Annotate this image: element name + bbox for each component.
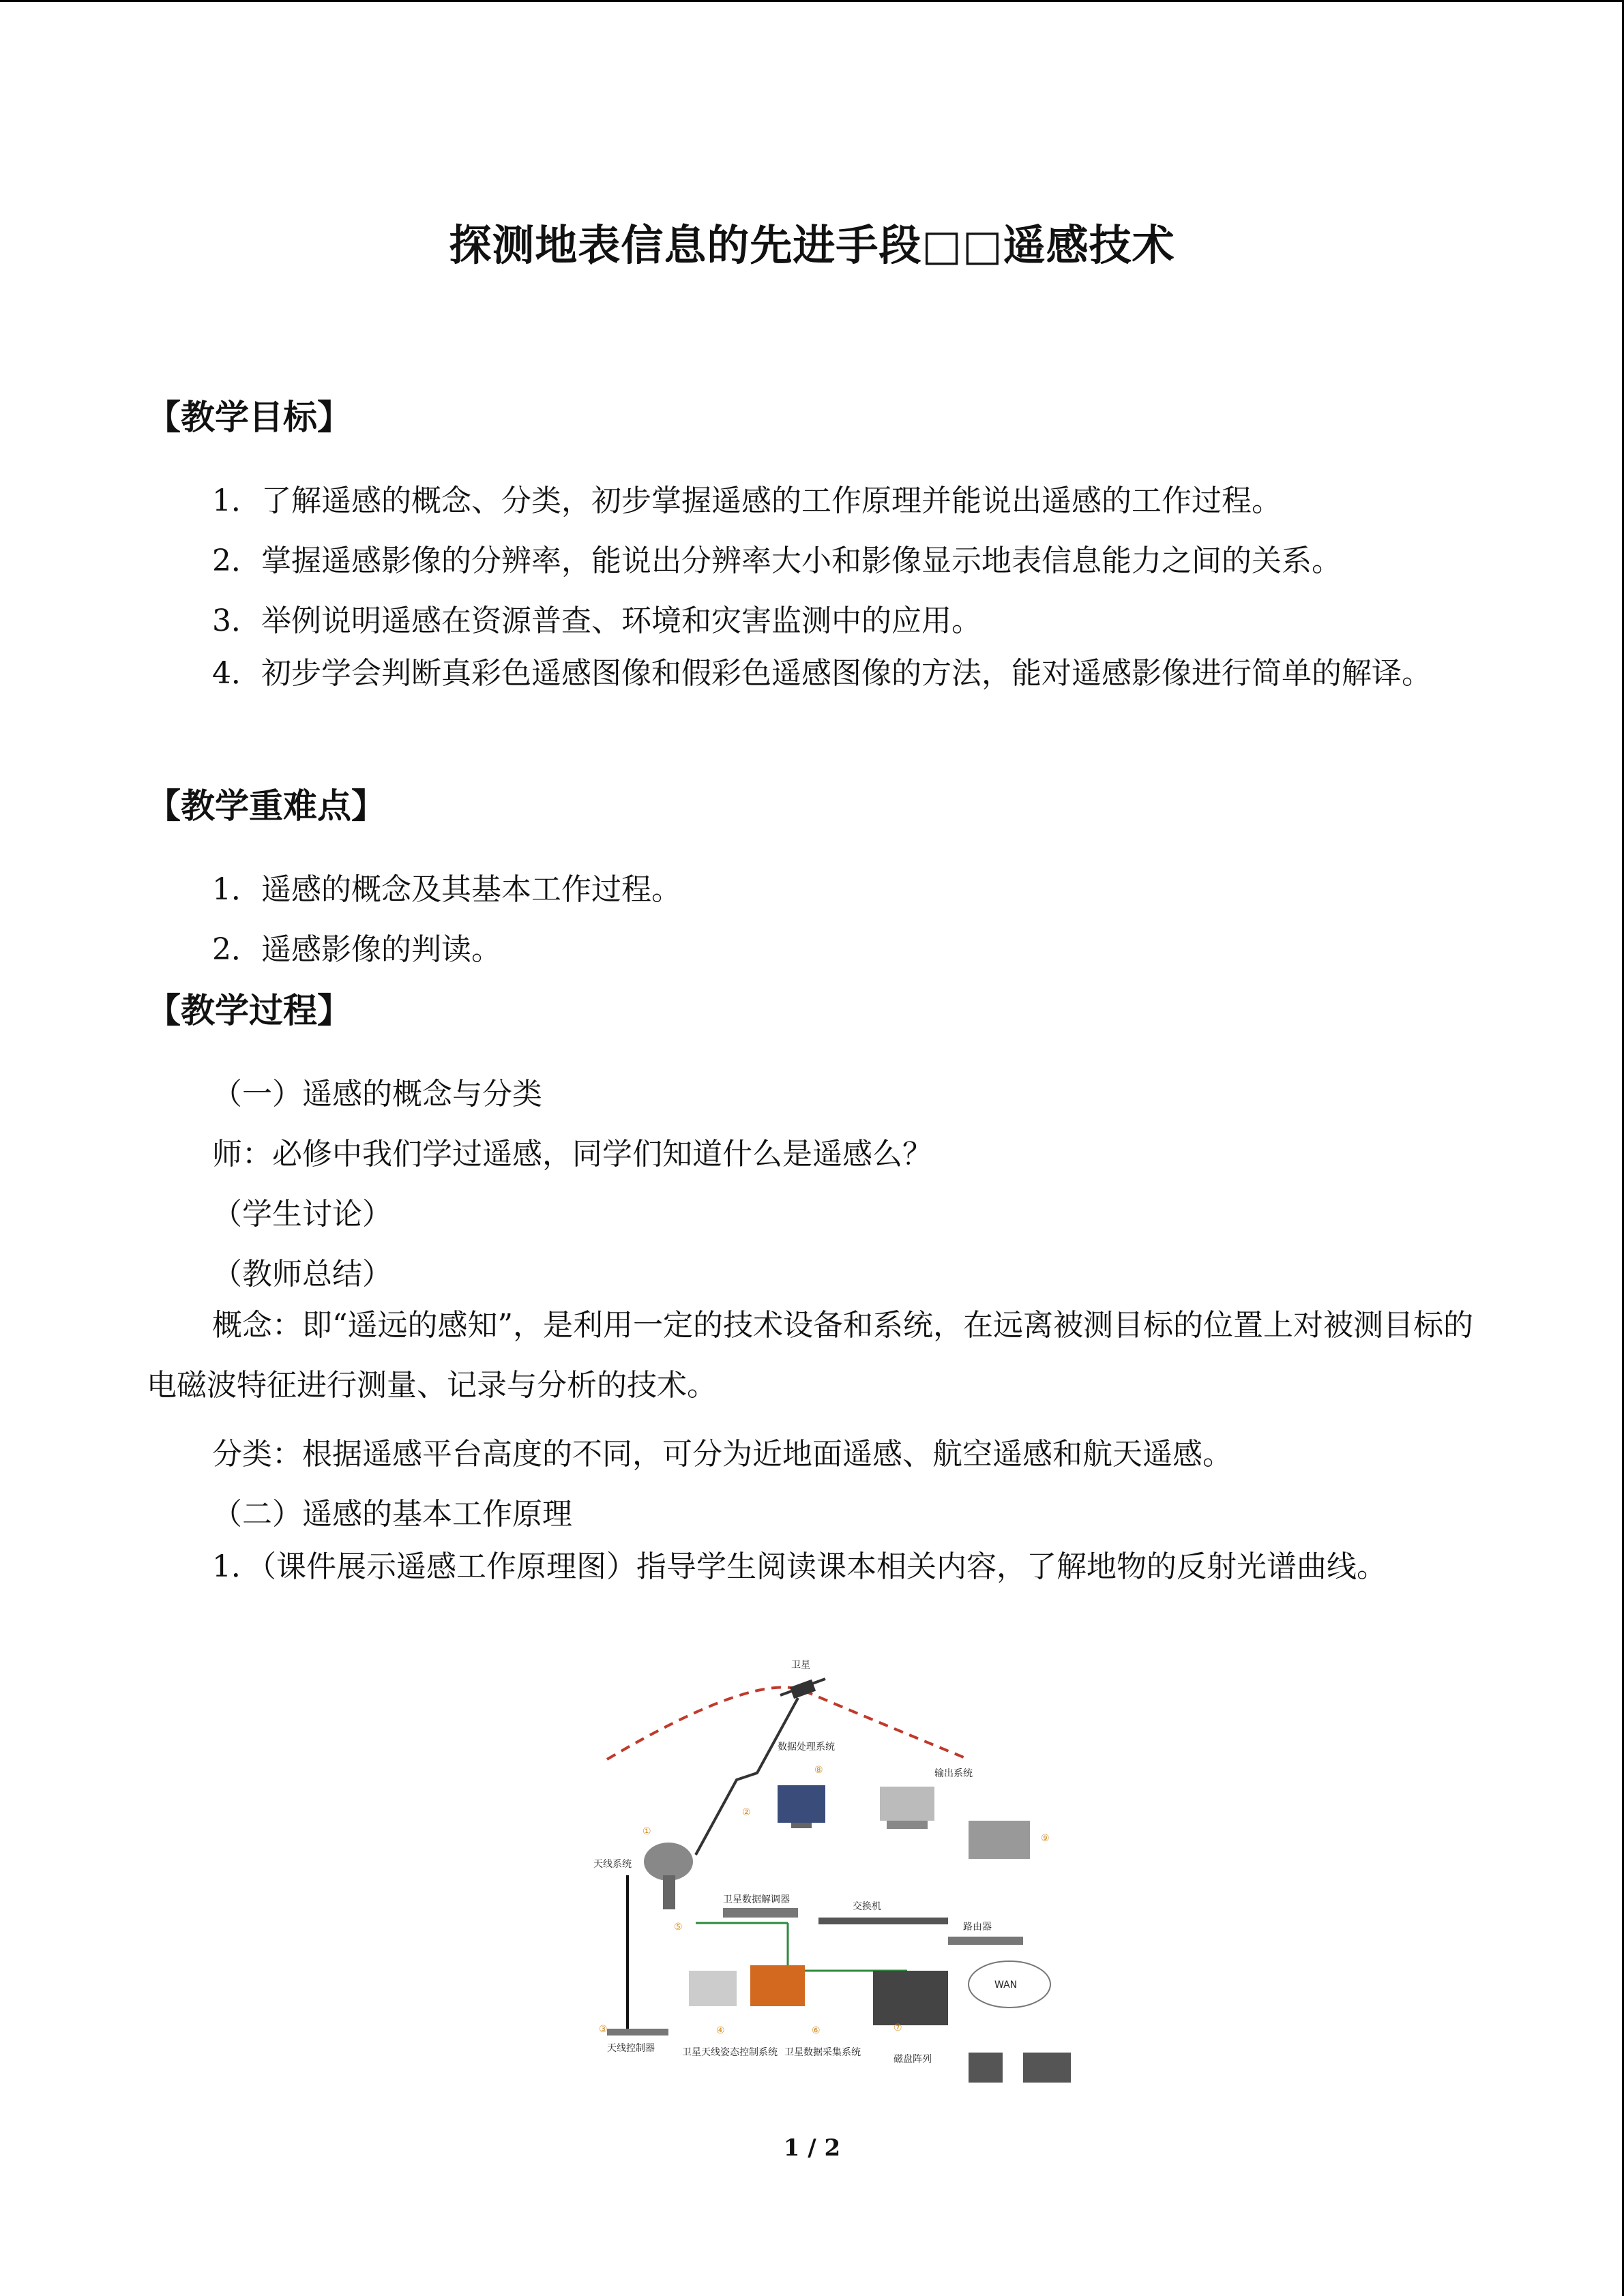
diagram-number: ⑦	[894, 2023, 902, 2033]
pc-icon	[969, 2053, 1003, 2083]
diagram-number: ③	[599, 2024, 608, 2035]
diagram-label: 数据处理系统	[778, 1742, 835, 1753]
printer-icon	[880, 1787, 934, 1829]
key-point-item: 1．遥感的概念及其基本工作过程。	[212, 872, 681, 907]
diagram-label: 卫星天线姿态控制系统	[682, 2047, 778, 2058]
diagram-number: ④	[716, 2025, 725, 2036]
remote-sensing-diagram	[587, 1650, 1105, 2087]
key-point-item: 2．遥感影像的判读。	[212, 932, 501, 967]
diagram-label: 卫星数据采集系统	[784, 2047, 861, 2058]
diagram-number: ②	[742, 1807, 751, 1818]
diagram-label: 路由器	[963, 1922, 992, 1933]
diagram-label: 天线系统	[593, 1859, 632, 1870]
process-item: （学生讨论）	[212, 1197, 392, 1232]
satellite-dish-icon	[644, 1843, 693, 1909]
diagram-number: ⑤	[674, 1922, 683, 1933]
server-icon	[969, 1821, 1030, 1859]
diagram-label: 交换机	[853, 1901, 881, 1912]
diagram-label: 天线控制器	[607, 2043, 655, 2054]
signal-zigzag	[696, 1698, 798, 1855]
process-item: （一）遥感的概念与分类	[212, 1077, 542, 1112]
page-number: 1 / 2	[783, 2134, 841, 2162]
process-item: 概念：即“遥远的感知”，是利用一定的技术设备和系统，在远离被测目标的位置上对被测目标的电磁波特征进行测量、记录与分析的技术。	[147, 1308, 1473, 1403]
goal-item: 2．掌握遥感影像的分辨率，能说出分辨率大小和影像显示地表信息能力之间的关系。	[212, 543, 1342, 578]
process-item: 师：必修中我们学过遥感，同学们知道什么是遥感么？	[212, 1137, 932, 1172]
computer-icon	[750, 1965, 805, 2006]
diagram-number: ⑥	[812, 2025, 821, 2036]
monitor-icon	[778, 1785, 825, 1828]
switch-icon	[818, 1918, 948, 1924]
svg-text:WAN: WAN	[994, 1980, 1018, 1991]
diagram-number: ①	[643, 1826, 651, 1837]
diagram-label: 输出系统	[934, 1768, 973, 1779]
satellite-icon	[780, 1679, 825, 1699]
cloud-icon	[969, 1961, 1050, 2008]
section-heading-process: 【教学过程】	[147, 991, 351, 1030]
demodulator-icon	[723, 1908, 798, 1918]
diagram-label: 磁盘阵列	[894, 2054, 932, 2065]
antenna-controller-icon	[607, 2029, 668, 2036]
document-title: 探测地表信息的先进手段□□遥感技术	[449, 220, 1175, 270]
goal-item: 1．了解遥感的概念、分类，初步掌握遥感的工作原理并能说出遥感的工作过程。	[212, 483, 1282, 518]
diagram-number: ⑧	[814, 1765, 823, 1776]
disk-array-icon	[873, 1971, 948, 2025]
process-item: （教师总结）	[212, 1257, 392, 1292]
laptop-icon	[1023, 2053, 1071, 2083]
section-heading-goals: 【教学目标】	[147, 398, 351, 437]
section-heading-key-points: 【教学重难点】	[147, 786, 385, 826]
goal-item: 3．举例说明遥感在资源普查、环境和灾害监测中的应用。	[212, 603, 981, 638]
process-item: 分类：根据遥感平台高度的不同，可分为近地面遥感、航空遥感和航天遥感。	[212, 1437, 1232, 1472]
router-icon	[948, 1937, 1023, 1945]
diagram-number: ⑨	[1041, 1833, 1050, 1844]
page-border-top	[0, 0, 1624, 2]
diagram-label: 卫星数据解调器	[723, 1894, 790, 1905]
goal-item: 4．初步学会判断真彩色遥感图像和假彩色遥感图像的方法，能对遥感影像进行简单的解译。	[212, 656, 1432, 691]
diagram-label: 卫星	[791, 1660, 810, 1671]
process-item: （二）遥感的基本工作原理	[212, 1497, 572, 1532]
computer-icon	[689, 1971, 737, 2006]
process-item: 1．（课件展示遥感工作原理图）指导学生阅读课本相关内容，了解地物的反射光谱曲线。	[212, 1549, 1387, 1584]
